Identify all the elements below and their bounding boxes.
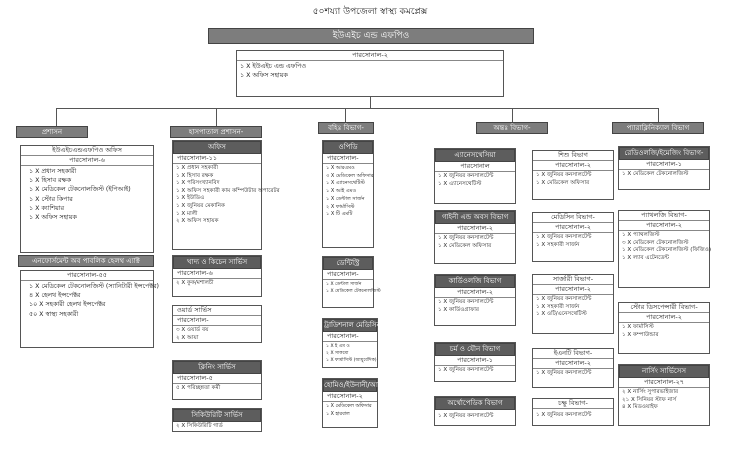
office-personnel: পারসোনাল-১১ xyxy=(173,154,261,164)
list-item: ১ X জুনিয়র কনসালটেন্ট xyxy=(536,412,592,418)
child-header: শিশু বিভাগ xyxy=(533,151,613,161)
group-admin: প্রশাসন xyxy=(16,126,88,138)
gyn-box xyxy=(434,210,516,264)
anaesthesia-personnel: পারসোনাল xyxy=(435,162,515,172)
nursing-box xyxy=(618,364,710,426)
homeo-header: হোমিও/ইউনানী/আয়ুর্বেদী xyxy=(323,379,377,392)
pathology-personnel: পারসোনাল-২ xyxy=(619,221,709,231)
list-item: ২ X সিকিউরিটি গার্ড xyxy=(176,423,223,429)
list-item: ১ X মালী xyxy=(176,210,198,217)
list-item: ১ X জুনিয়র কনসালটেন্ট xyxy=(536,172,592,178)
list-item: ১ X জুনিয়র কনসালটেন্ট xyxy=(536,234,592,240)
uhfpo-header: ইউএইচ এন্ড এফপিও xyxy=(208,28,534,44)
list-item: ১ X প্রধান সহকারী xyxy=(29,168,77,175)
store-items xyxy=(619,323,709,340)
list-item: ১ X মেডিকেল অফিসার xyxy=(536,179,590,186)
list-item: ১ X জুনিয়র কনসালটেন্ট xyxy=(438,367,494,373)
public-health-items xyxy=(21,281,159,320)
list-item: ১ X মেডিকেল টেকনোলজিস্ট (ইপিআই) xyxy=(29,186,131,194)
uhfpo-office-items xyxy=(21,166,153,223)
list-item: ১ X ক্যাশিয়ার xyxy=(29,204,64,212)
cleaning-items xyxy=(173,384,261,394)
list-item: ১ X ফার্মাসিস্ট (আয়ুর্বেদিক) xyxy=(326,358,377,363)
security-box xyxy=(172,408,262,432)
skin-personnel: পারসোনাল-১ xyxy=(435,356,515,366)
dental-personnel: পারসোনাল- xyxy=(323,270,373,280)
gyn-personnel: পারসোনাল-২ xyxy=(435,224,515,234)
list-item: ১ X মেডিকেল অফিসার xyxy=(326,404,372,409)
group-outdoor: বহিঃ বিভাগ- xyxy=(318,122,374,134)
list-item: ১ X জুনিয়র কনসালটেন্ট xyxy=(438,299,494,305)
security-items xyxy=(173,422,261,432)
list-item: ১ X অফিস সহকারী কাম কম্পিউটার অপারেটর xyxy=(176,187,280,194)
cardiology-items xyxy=(435,298,515,315)
anaesthesia-box xyxy=(434,148,516,204)
medicine-items xyxy=(533,233,613,250)
connector-to-admin xyxy=(56,108,57,126)
eye-items xyxy=(533,409,613,421)
store-box xyxy=(618,302,710,354)
public-health-header: এনফোর্সমেন্ট অব পাবলিক হেলথ এ্যাক্ট xyxy=(18,255,154,267)
pathology-header: প্যাথলজি বিভাগ- xyxy=(619,211,709,221)
uhfpo-office-box xyxy=(20,145,154,253)
connector-main-horizontal xyxy=(56,108,658,109)
homeo-items xyxy=(323,402,377,419)
list-item: ৩ X মেডিকেল অফিসার xyxy=(326,172,374,179)
skin-box xyxy=(434,342,516,382)
list-item: ১ X টি এমটি xyxy=(326,211,353,218)
radiology-personnel: পারসোনাল-১ xyxy=(619,160,709,170)
list-item: ১ X সহকারী সার্জন xyxy=(536,303,580,310)
cleaning-personnel: পারসোনাল-৫ xyxy=(173,374,261,384)
ent-box xyxy=(532,348,614,388)
list-item: ৪ X মিডওয়াইফ xyxy=(622,404,658,411)
dental-box xyxy=(322,256,381,308)
list-item: ১ X ইউডিএ xyxy=(176,195,205,202)
anaesthesia-items xyxy=(435,172,515,189)
list-item: ১ X আই এমও xyxy=(326,188,357,195)
trad-medicine-personnel: পারসোনাল- xyxy=(323,332,377,342)
nursing-header: নার্সিং সার্ভিসেস xyxy=(619,365,709,378)
list-item: ১ X এ্যানেসথেটিস্ট xyxy=(326,180,365,187)
radiology-items xyxy=(619,170,709,180)
list-item: ১ X অফিস সহায়ক xyxy=(29,214,77,222)
list-item: ১ X জুনিয়র কনসালটেন্ট xyxy=(536,370,592,376)
list-item: ১০ X সহকারী হেলথ ইন্সপেক্টর xyxy=(29,301,106,309)
list-item: ২১ X সিনিয়র স্টাফ নার্স xyxy=(622,396,677,403)
ward-box xyxy=(172,305,262,343)
group-indoor: অন্তঃ বিভাগ- xyxy=(476,122,548,134)
list-item: ২ X অফিস সহায়ক xyxy=(176,218,219,225)
homeo-personnel: পারসোনাল-২ xyxy=(323,392,377,402)
uhfpo-personnel: পারসোনাল-২ xyxy=(237,51,503,61)
list-item: ১ X জুনিয়র কনসালটেন্ট xyxy=(536,296,592,302)
ortho-box xyxy=(434,396,516,426)
ent-personnel: পারসোনাল-২ xyxy=(533,359,613,369)
list-item: ৪ X হেলথ ইন্সপেক্টর xyxy=(29,292,81,300)
list-item: ১ X ফার্মাসিস্ট xyxy=(622,324,654,330)
child-personnel: পারসোনাল-২ xyxy=(533,161,613,171)
medicine-header: মেডিসিন বিভাগ- xyxy=(533,213,613,223)
cardiology-header: কার্ডিওলজি বিভাগ xyxy=(435,275,515,288)
list-item: ১ X স্টোর কিপার xyxy=(29,195,73,203)
ortho-items xyxy=(435,410,515,422)
trad-medicine-box xyxy=(322,318,381,368)
opd-header: ওপিডি xyxy=(323,141,373,154)
list-item: ১ X হিসাব রক্ষক xyxy=(176,172,214,179)
child-box xyxy=(532,150,614,200)
list-item: ১ X আরএমও xyxy=(326,165,355,171)
eye-box xyxy=(532,398,614,426)
radiology-box xyxy=(618,146,710,190)
list-item: ৩ X ওয়ার্ড বয় xyxy=(176,327,209,333)
list-item: ২ X ফার্মাসিস্ট xyxy=(326,203,355,210)
opd-items xyxy=(323,164,373,220)
list-item: ৫ X পরিচ্ছন্নতা কর্মী xyxy=(176,385,221,391)
list-item: ১ X মেডিকেল টেকনোলজিস্ট (ফিজিও) xyxy=(622,247,712,254)
food-box xyxy=(172,255,262,297)
cleaning-box xyxy=(172,360,262,400)
list-item: ১ X মেডিকেল টেকনোলজিস্ট (স্যানিটারী ইন্সপেক্টর) xyxy=(29,283,159,290)
group-hospital-admin: হাসপাতাল প্রশাসন- xyxy=(170,126,262,138)
list-item: ৫০ X স্বাস্থ্য সহকারী xyxy=(29,310,79,318)
cleaning-header: ক্লিনিং সার্ভিস xyxy=(173,361,261,374)
dental-header: ডেন্টিস্ট্রি xyxy=(323,257,373,270)
eye-header: চক্ষু বিভাগ- xyxy=(533,399,613,409)
list-item: ১ X পরিসংখ্যানবিদ xyxy=(176,180,220,187)
list-item: ২ X আয়া xyxy=(176,334,199,341)
gyn-items xyxy=(435,234,515,251)
group-support: প্যারাক্লিনিক্যাল বিভাগ xyxy=(612,122,704,134)
uhfpo-office-header: ইউএইচএন্ডএফপিও অফিস xyxy=(21,146,153,156)
nursing-personnel: পারসোনাল-২৭ xyxy=(619,378,709,388)
list-item: ১ X হারবাল xyxy=(326,411,350,417)
office-items xyxy=(173,164,280,227)
opd-personnel: পারসোনাল- xyxy=(323,154,373,164)
list-item: ১ X প্রধান সহকারী xyxy=(176,165,218,171)
connector-to-hospital-admin xyxy=(216,108,217,126)
cardiology-personnel: পারসোনাল-২ xyxy=(435,288,515,298)
connector-to-support xyxy=(658,108,659,122)
list-item: ১ X এ্যানেসথেটিস্ট xyxy=(438,180,482,187)
ward-personnel: পারসোনাল- xyxy=(173,316,261,326)
list-item: ১ X কম্পাউন্ডার xyxy=(622,331,659,338)
list-item: ১ X ওটি/এনেসথেটিস্ট xyxy=(536,311,587,318)
list-item: ১ X প্যাথলজিস্ট xyxy=(622,232,660,238)
connector-to-outdoor xyxy=(345,108,346,122)
list-item: ১ X ল্যাব এটেনডেন্ট xyxy=(622,254,669,261)
dental-items xyxy=(323,280,381,296)
pathology-box xyxy=(618,210,710,288)
surgery-items xyxy=(533,295,613,320)
surgery-header: সার্জারী বিভাগ- xyxy=(533,275,613,285)
list-item: ১ X ই এম ও xyxy=(326,344,350,349)
list-item: ১ X মেডিকেল অফিসার xyxy=(438,242,492,249)
nursing-items xyxy=(619,388,709,413)
ent-items xyxy=(533,369,613,379)
security-header: সিকিউরিটি সার্ভিস xyxy=(173,409,261,422)
opd-box xyxy=(322,140,374,248)
connector-to-indoor xyxy=(512,108,513,122)
store-personnel: পারসোনাল-২ xyxy=(619,313,709,323)
list-item: ২ X কুক/মশালচী xyxy=(176,280,214,286)
list-item: ২ X সাকমো xyxy=(326,351,349,356)
child-items xyxy=(533,171,613,188)
office-box xyxy=(172,140,280,250)
uhfpo-office-personnel: পারসোনাল-৬ xyxy=(21,156,153,166)
ward-header: ওয়ার্ড সার্ভিস xyxy=(173,306,261,316)
surgery-personnel: পারসোনাল-২ xyxy=(533,285,613,295)
list-item: ১ X ডেন্টাল সার্জন xyxy=(326,195,365,202)
list-item: ১ X জুনিয়র মেকানিক xyxy=(176,202,225,209)
ward-items xyxy=(173,326,261,343)
list-item: ১ X মেডিকেল টেকনোলজিস্ট xyxy=(622,171,689,177)
gyn-header: গাইনী এন্ড অবস বিভাগ xyxy=(435,211,515,224)
list-item: ১ X হিসাব রক্ষক xyxy=(29,177,71,185)
pathology-items xyxy=(619,231,712,263)
food-personnel: পারসোনাল-৬ xyxy=(173,269,261,279)
anaesthesia-header: এ্যানেসথেসিয়া xyxy=(435,149,515,162)
list-item: ১ X ডেন্টাল সার্জন xyxy=(326,282,362,287)
skin-header: চর্ম ও যৌন বিভাগ xyxy=(435,343,515,356)
list-item: ১ X সহকারী সার্জন xyxy=(536,241,580,248)
list-item: ১ X জুনিয়র কনসালটেন্ট xyxy=(438,173,494,179)
medicine-personnel: পারসোনাল-২ xyxy=(533,223,613,233)
food-header: খাদ্য ও কিচেন সার্ভিস xyxy=(173,256,261,269)
list-item: ৩ X মেডিকেল টেকনোলজিস্ট xyxy=(622,239,689,246)
store-header: স্টোর ডিসপেন্সারী বিভাগ- xyxy=(619,303,709,313)
homeo-box xyxy=(322,378,395,428)
public-health-personnel: পারসোনাল-৫৫ xyxy=(21,271,153,281)
list-item: ১ X জুনিয়র কনসালটেন্ট xyxy=(438,235,494,241)
medicine-box xyxy=(532,212,614,262)
surgery-box xyxy=(532,274,614,334)
list-item: ২ X নার্সিং সুপারভাইজার xyxy=(622,389,679,395)
page-title: ৫০শয্যা উপজেলা স্বাস্থ্য কমপ্লেক্স xyxy=(312,7,428,17)
skin-items xyxy=(435,366,515,376)
food-items xyxy=(173,279,261,289)
list-item: ১ X জুনিয়র কনসালটেন্ট xyxy=(438,413,494,419)
list-item: ১ X মেডিকেল টেকনোলজিস্ট xyxy=(326,289,381,294)
uhfpo-box xyxy=(236,50,504,97)
trad-medicine-items xyxy=(323,342,377,365)
list-item: ১ X ইউএইচ এন্ড এফপিও xyxy=(240,63,306,70)
cardiology-box xyxy=(434,274,516,326)
ortho-header: অর্থোপেডিক বিভাগ xyxy=(435,397,515,410)
uhfpo-items xyxy=(237,61,503,81)
list-item: ১ X অফিস সহায়ক xyxy=(240,72,288,80)
list-item: ১ X কার্ডিওগ্রাফার xyxy=(438,306,479,313)
office-header: অফিস xyxy=(173,141,261,154)
public-health-box xyxy=(20,270,159,348)
radiology-header: রেডিওলজি/ইমেজিং বিভাগ- xyxy=(619,147,709,160)
ent-header: ইএনটি বিভাগ- xyxy=(533,349,613,359)
trad-medicine-header: ট্রাডিশনাল মেডিসিন xyxy=(323,319,377,332)
